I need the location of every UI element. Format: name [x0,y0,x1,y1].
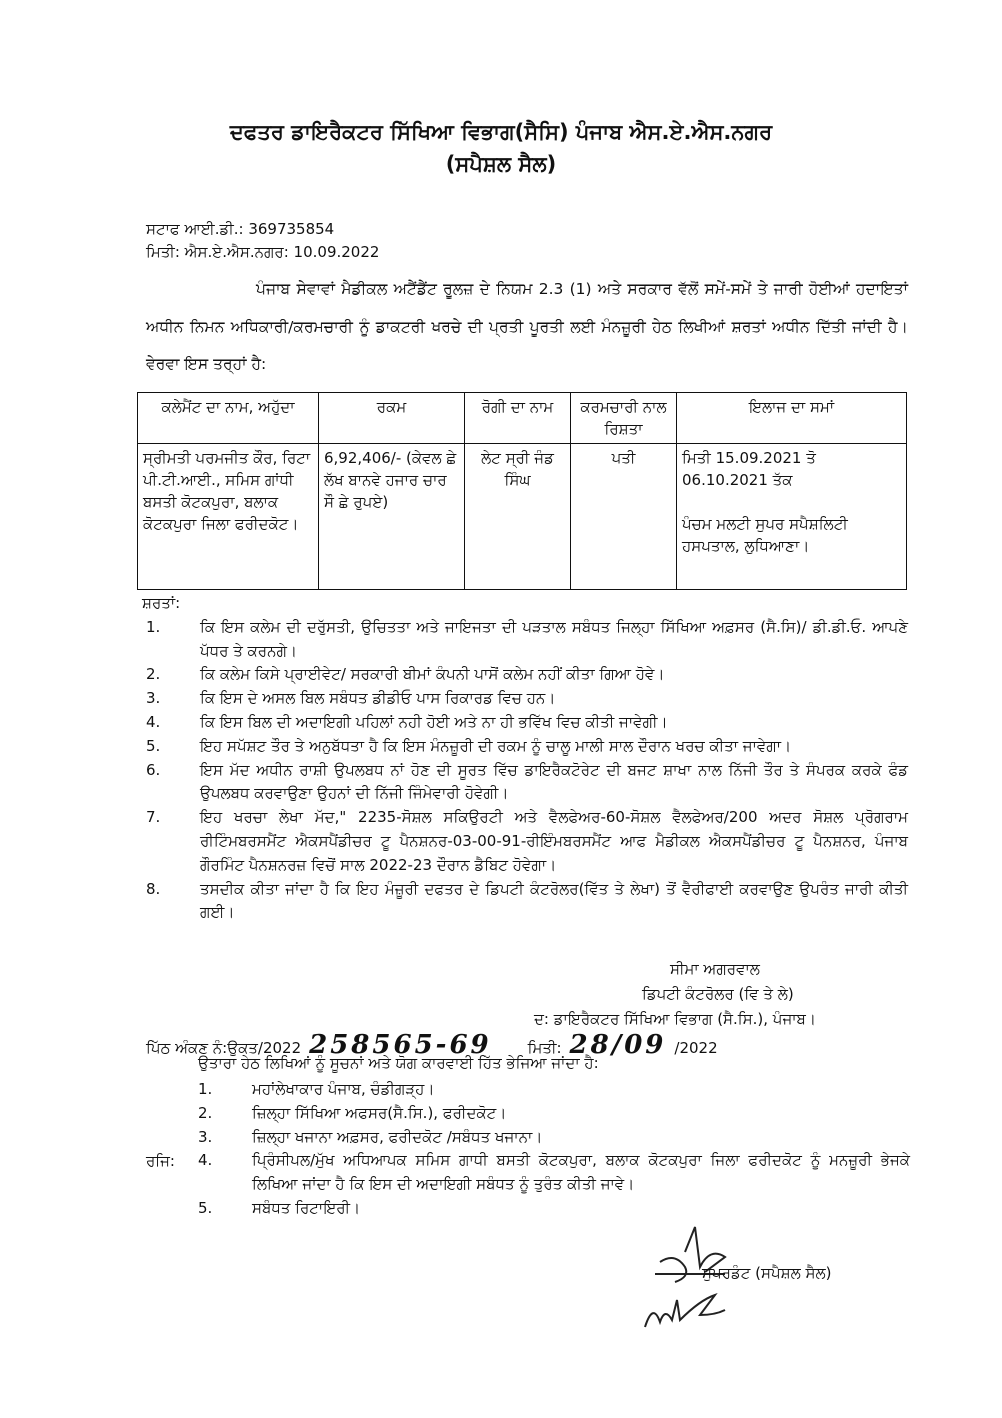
list-item [146,687,908,711]
item-text: ਪ੍ਰਿੰਸੀਪਲ/ਮੁੱਖ ਅਧਿਆਪਕ ਸਮਿਸ ਗਾਧੀ ਬਸਤੀ ਕੋਟਕਪੁਰਾ, ਬਲਾਕ ਕੋਟਕਪੁਰਾ ਜਿਲਾ ਫਰੀਦਕੋਟ ਨੂੰ ਮਨਜ਼ੂਰੀ ਭੇਜਕੇ ਲਿਖਿਆ ਜਾਂਦਾ ਹੈ ਕਿ ਇਸ ਦੀ ਅਦਾਇਗੀ ਸਬੰਧਤ ਨੂੰ ਤੁਰੰਤ ਕੀਤੀ ਜਾਵੇ। [252,1151,910,1194]
list-item [146,711,908,735]
document-title: ਦਫਤਰ ਡਾਇਰੈਕਟਰ ਸਿੱਖਿਆ ਵਿਭਾਗ(ਸੈਸਿ) ਪੰਜਾਬ ਐਸ.ਏ.ਐਸ.ਨਗਰ [229,120,773,144]
col-amount: ਰਕਮ [319,393,465,444]
cell-amount: 6,92,406/- (ਕੇਵਲ ਛੇ ਲੱਖ ਬਾਨਵੇ ਹਜਾਰ ਚਾਰ ਸੌ ਛੇ ਰੁਪਏ) [319,444,465,590]
signatory-name: ਸੀਮਾ ਅਗਰਵਾਲ [670,960,760,978]
item-text: ਇਸ ਮੱਦ ਅਧੀਨ ਰਾਸ਼ੀ ਉਪਲਬਧ ਨਾਂ ਹੋਣ ਦੀ ਸੂਰਤ ਵਿੱਚ ਡਾਇਰੈਕਟੋਰੇਟ ਦੀ ਬਜਟ ਸ਼ਾਖਾ ਨਾਲ ਨਿੱਜੀ ਤੌਰ ਤੇ ਸੰਪਰਕ ਕਰਕੇ ਫੰਡ ਉਪਲਬਧ ਕਰਵਾਉਣਾ ਉਹਨਾਂ ਦੀ ਨਿੱਜੀ ਜਿੰਮੇਵਾਰੀ ਹੋਵੇਗੀ। [200,760,908,803]
list-item [198,1126,910,1150]
item-number: 1. [146,617,161,636]
list-item [146,616,908,664]
conditions-section [142,592,908,925]
col-period: ਇਲਾਜ ਦਾ ਸਮਾਂ [677,393,907,444]
handwritten-dispatch-number: 258565-69 [309,1030,492,1060]
item-number: 2. [146,665,161,684]
cell-claimant: ਸ੍ਰੀਮਤੀ ਪਰਮਜੀਤ ਕੌਰ, ਰਿਟਾ ਪੀ.ਟੀ.ਆਈ., ਸਮਿਸ ਗਾਂਧੀ ਬਸਤੀ ਕੋਟਕਪੁਰਾ, ਬਲਾਕ ਕੋਟਕਪੁਰਾ ਜਿਲਾ ਫਰੀਦਕੋਟ। [138,444,319,590]
item-number: 8. [146,879,161,898]
list-item [146,806,908,877]
endorsement-prefix: ਪਿੱਠ ਅੰਕਣ ਨੰ:ਉਕਤ/2022 [146,1039,302,1057]
item-number: 6. [146,760,161,779]
superintendent-designation: ਸੁਪਰਡੰਟ (ਸਪੈਸ਼ਲ ਸੈਲ) [702,1264,832,1282]
item-text: ਕਿ ਇਸ ਕਲੇਮ ਦੀ ਦਰੁੱਸਤੀ, ਉਚਿਤਤਾ ਅਤੇ ਜਾਇਜਤਾ ਦੀ ਪੜਤਾਲ ਸਬੰਧਤ ਜਿਲ੍ਹਾ ਸਿੱਖਿਆ ਅਫ਼ਸਰ (ਸੈ.ਸਿ)/ ਡੀ.ਡੀ.ਓ. ਆਪਣੇ ਪੱਧਰ ਤੇ ਕਰਨਗੇ। [200,617,908,660]
item-number: 5. [198,1198,213,1217]
signatory-block [534,957,908,1032]
intro-paragraph: ਪੰਜਾਬ ਸੇਵਾਵਾਂ ਮੈਡੀਕਲ ਅਟੈਂਡੈਂਟ ਰੂਲਜ਼ ਦੇ ਨਿਯਮ 2.3 (1) ਅਤੇ ਸਰਕਾਰ ਵੱਲੋਂ ਸਮੇਂ-ਸਮੇਂ ਤੇ ਜਾਰੀ ਹੋਈਆਂ ਹਦਾਇਤਾਂ ਅਧੀਨ ਨਿਮਨ ਅਧਿਕਾਰੀ/ਕਰਮਚਾਰੀ ਨੂੰ ਡਾਕਟਰੀ ਖਰਚੇ ਦੀ ਪ੍ਰਤੀ ਪੂਰਤੀ ਲਈ ਮੰਨਜ਼ੂਰੀ ਹੇਠ ਲਿਖੀਆਂ ਸ਼ਰਤਾਂ ਅਧੀਨ ਦਿੱਤੀ ਜਾਂਦੀ ਹੈ। ਵੇਰਵਾ ਇਸ ਤਰ੍ਹਾਂ ਹੈ: [146,280,908,373]
col-patient: ਰੋਗੀ ਦਾ ਨਾਮ [465,393,571,444]
item-number: 3. [198,1127,213,1146]
endorsement-list [198,1078,910,1221]
list-item [198,1149,910,1197]
conditions-heading: ਸ਼ਰਤਾਂ: [142,594,181,612]
item-text: ਇਹ ਖਰਚਾ ਲੇਖਾ ਮੱਦ," 2235-ਸੋਸ਼ਲ ਸਕਿਉਰਟੀ ਅਤੇ ਵੈਲਫੇਅਰ-60-ਸੋਸ਼ਲ ਵੈਲਫੇਅਰ/200 ਅਦਰ ਸੋਸ਼ਲ ਪ੍ਰੋਗਰਾਮ ਰੀਟਿੰਮਬਰਸਮੈਂਟ ਐਕਸਪੈਂਡੀਚਰ ਟੂ ਪੈਨਸ਼ਨਰ-03-00-91-ਰੀਇੰਮਬਰਸਮੈਂਟ ਆਫ ਮੈਡੀਕਲ ਐਕਸਪੈਂਡੀਚਰ ਟੂ ਪੈਨਸ਼ਨਰ, ਪੰਜਾਬ ਗੌਰਮਿੰਟ ਪੈਨਸ਼ਨਰਜ਼ ਵਿਚੋਂ ਸਾਲ 2022-23 ਦੌਰਾਨ ਡੈਬਿਟ ਹੋਵੇਗਾ। [200,808,908,874]
item-number: 2. [198,1103,213,1122]
list-item [146,878,908,926]
signatory-office: ਦ: ਡਾਇਰੈਕਟਰ ਸਿੱਖਿਆ ਵਿਭਾਗ (ਸੈ.ਸਿ.), ਪੰਜਾਬ। [534,1010,817,1028]
item-text: ਕਿ ਇਸ ਬਿਲ ਦੀ ਅਦਾਇਗੀ ਪਹਿਲਾਂ ਨਹੀ ਹੋਈ ਅਤੇ ਨਾ ਹੀ ਭਵਿੱਖ ਵਿਚ ਕੀਤੀ ਜਾਵੇਗੀ। [200,712,668,731]
item-text: ਸਬੰਧਤ ਰਿਟਾਇਰੀ। [252,1198,361,1217]
document-subtitle: (ਸਪੈਸ਼ਲ ਸੈਲ) [445,152,557,176]
endorsement-date-label: ਮਿਤੀ: [527,1039,562,1057]
registered-label: ਰਜਿ: [146,1152,175,1170]
endorsement-year: /2022 [674,1039,718,1057]
item-number: 4. [146,712,161,731]
item-text: ਇਹ ਸਪੱਸ਼ਟ ਤੌਰ ਤੇ ਅਨੁਬੱਧਤਾ ਹੈ ਕਿ ਇਸ ਮੰਨਜ਼ੂਰੀ ਦੀ ਰਕਮ ਨੂੰ ਚਾਲੂ ਮਾਲੀ ਸਾਲ ਦੌਰਾਨ ਖਰਚ ਕੀਤਾ ਜਾਵੇਗਾ। [200,736,792,755]
cell-period [677,444,907,590]
item-text: ਜ਼ਿਲ੍ਹਾ ਖਜਾਨਾ ਅਫ਼ਸਰ, ਫਰੀਦਕੋਟ /ਸਬੰਧਤ ਖਜਾਨਾ। [252,1127,543,1146]
list-item [198,1197,910,1221]
hospital-name: ਪੰਚਮ ਮਲਟੀ ਸੁਪਰ ਸਪੈਸ਼ਲਿਟੀ ਹਸਪਤਾਲ, ਲੁਧਿਆਣਾ। [682,515,848,555]
item-text: ਜ਼ਿਲ੍ਹਾ ਸਿੱਖਿਆ ਅਫਸਰ(ਸੈ.ਸਿ.), ਫਰੀਦਕੋਟ। [252,1103,507,1122]
staff-id: ਸਟਾਫ ਆਈ.ਡੀ.: 369735854 [146,220,335,238]
claim-table [137,392,907,590]
table-header-row [138,393,907,444]
item-text: ਮਹਾਂਲੇਖਾਕਾਰ ਪੰਜਾਬ, ਚੰਡੀਗੜ੍ਹ। [252,1080,435,1098]
table-row [138,444,907,590]
col-relation: ਕਰਮਚਾਰੀ ਨਾਲ ਰਿਸ਼ਤਾ [571,393,677,444]
cell-relation: ਪਤੀ [571,444,677,590]
item-text: ਕਿ ਇਸ ਦੇ ਅਸਲ ਬਿਲ ਸਬੰਧਤ ਡੀਡੀਓ ਪਾਸ ਰਿਕਾਰਡ ਵਿਚ ਹਨ। [200,689,556,708]
item-number: 3. [146,689,161,708]
treatment-period: ਮਿਤੀ 15.09.2021 ਤੋ 06.10.2021 ਤੱਕ [682,449,816,489]
list-item [198,1102,910,1126]
item-text: ਕਿ ਕਲੇਮ ਕਿਸੇ ਪ੍ਰਾਈਵੇਟ/ ਸਰਕਾਰੀ ਬੀਮਾਂ ਕੰਪਨੀ ਪਾਸੋਂ ਕਲੇਮ ਨਹੀਂ ਕੀਤਾ ਗਿਆ ਹੋਵੇ। [200,665,665,684]
endorsement-intro: ਉਤਾਰਾ ਹੇਠ ਲਿਖਿਆਂ ਨੂੰ ਸੂਚਨਾਂ ਅਤੇ ਯੋਗ ਕਾਰਵਾਈ ਹਿੱਤ ਭੇਜਿਆ ਜਾਂਦਾ ਹੈ: [198,1054,599,1072]
item-text: ਤਸਦੀਕ ਕੀਤਾ ਜਾਂਦਾ ਹੈ ਕਿ ਇਹ ਮੰਜ਼ੂਰੀ ਦਫਤਰ ਦੇ ਡਿਪਟੀ ਕੰਟਰੋਲਰ(ਵਿੱਤ ਤੇ ਲੇਖਾ) ਤੋਂ ਵੈਰੀਫਾਈ ਕਰਵਾਉਣ ਉਪਰੰਤ ਜਾਰੀ ਕੀਤੀ ਗਈ। [200,879,908,922]
item-number: 7. [146,808,161,827]
item-number: 1. [198,1080,213,1098]
handwritten-date: 28/09 [569,1030,667,1060]
col-claimant: ਕਲੇਮੈਂਟ ਦਾ ਨਾਮ, ਅਹੁੱਦਾ [138,393,319,444]
item-number: 5. [146,736,161,755]
list-item [146,735,908,759]
issue-date: ਮਿਤੀ: ਐਸ.ਏ.ਐਸ.ਨਗਰ: 10.09.2022 [146,243,380,261]
list-item [146,663,908,687]
cell-patient: ਲੇਟ ਸ੍ਰੀ ਜੰਡ ਸਿੰਘ [465,444,571,590]
item-number: 4. [198,1151,213,1170]
list-item [198,1078,910,1102]
signatory-designation: ਡਿਪਟੀ ਕੰਟਰੋਲਰ (ਵਿ ਤੇ ਲੇ) [642,985,794,1003]
list-item [146,759,908,807]
